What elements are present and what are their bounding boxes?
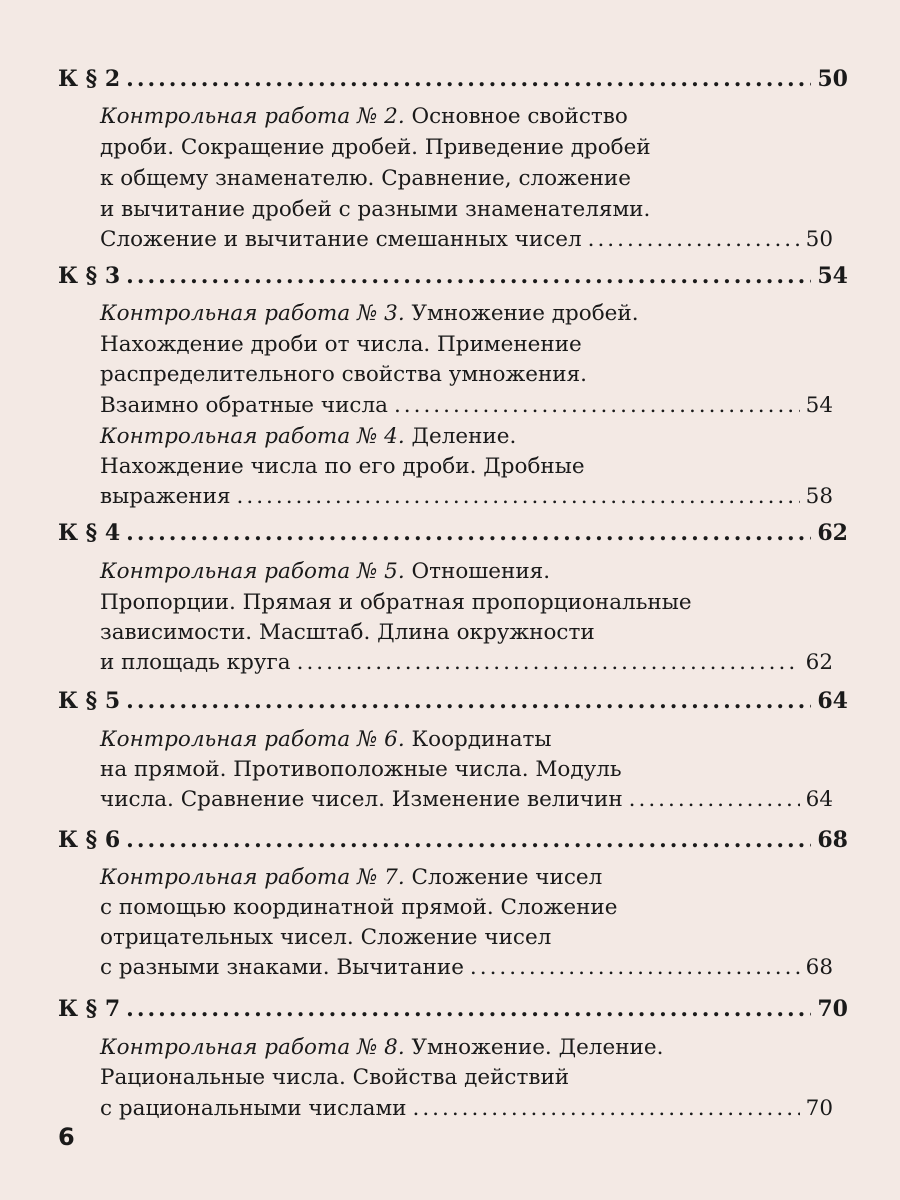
section-page: 70 [817, 996, 848, 1022]
toc-entry-line [100, 957, 833, 979]
work-text: Деление. [411, 424, 517, 449]
work-text: и вычитание дробей с разными знаменателями. [100, 197, 651, 222]
work-title: Контрольная работа № 8. [100, 1035, 405, 1060]
work-text: Нахождение числа по его дроби. Дробные [100, 454, 585, 479]
work-text: дроби. Сокращение дробей. Приведение дробей [100, 135, 651, 160]
work-page: 70 [805, 1096, 833, 1121]
section-title: К § 2 [58, 66, 121, 92]
toc-section-heading [58, 690, 848, 712]
dot-leader [126, 522, 811, 544]
toc-entry-line [100, 303, 639, 325]
work-title: Контрольная работа № 3. [100, 301, 405, 326]
dot-leader [126, 998, 811, 1020]
work-text: Нахождение дроби от числа. Применение [100, 332, 582, 357]
section-title: К § 6 [58, 827, 121, 853]
dot-leader [126, 690, 811, 712]
dot-leader [394, 395, 800, 417]
work-page: 54 [805, 393, 833, 418]
toc-entry-line [100, 364, 587, 386]
section-page: 64 [817, 688, 848, 714]
toc-entry-line [100, 592, 692, 614]
dot-leader [297, 652, 800, 674]
work-text: распределительного свойства умножения. [100, 362, 588, 387]
work-text: и площадь круга [100, 650, 291, 675]
toc-entry-line [100, 137, 651, 159]
toc-entry-line [100, 867, 602, 889]
work-text: отрицательных чисел. Сложение чисел [100, 925, 552, 950]
work-text: Отношения. [411, 559, 551, 584]
work-text: с помощью координатной прямой. Сложение [100, 895, 618, 920]
dot-leader [629, 789, 800, 811]
work-title: Контрольная работа № 6. [100, 727, 405, 752]
dot-leader [588, 229, 800, 251]
toc-entry-line [100, 106, 628, 128]
toc-entry-line [100, 897, 617, 919]
toc-entry-line [100, 561, 550, 583]
dot-leader [126, 829, 811, 851]
dot-leader [126, 265, 811, 287]
toc-entry-line [100, 927, 551, 949]
work-text: на прямой. Противоположные числа. Модуль [100, 757, 622, 782]
dot-leader [413, 1098, 800, 1120]
work-text: Сложение чисел [411, 865, 603, 890]
toc-entry-line [100, 456, 585, 478]
work-title: Контрольная работа № 2. [100, 104, 405, 129]
toc-entry-line [100, 426, 516, 448]
work-title: Контрольная работа № 7. [100, 865, 405, 890]
work-title: Контрольная работа № 4. [100, 424, 405, 449]
work-text: Умножение. Деление. [411, 1035, 664, 1060]
toc-section-heading [58, 68, 848, 90]
toc-entry-line [100, 168, 631, 190]
section-page: 68 [817, 827, 848, 853]
work-text: с разными знаками. Вычитание [100, 955, 464, 980]
section-title: К § 3 [58, 263, 121, 289]
work-page: 50 [805, 227, 833, 252]
toc-entry-line [100, 789, 833, 811]
toc-entry-line [100, 1098, 833, 1120]
toc-entry-line [100, 1067, 569, 1089]
toc-entry-line [100, 229, 833, 251]
dot-leader [470, 957, 800, 979]
page-number: 6 [58, 1123, 75, 1151]
toc-section-heading [58, 998, 848, 1020]
work-text: Взаимно обратные числа [100, 393, 388, 418]
toc-entry-line [100, 622, 595, 644]
work-page: 58 [805, 484, 833, 509]
work-text: Сложение и вычитание смешанных чисел [100, 227, 582, 252]
work-text: Умножение дробей. [411, 301, 639, 326]
toc-entry-line [100, 1037, 663, 1059]
work-text: Рациональные числа. Свойства действий [100, 1065, 570, 1090]
work-page: 62 [805, 650, 833, 675]
toc-entry-line [100, 334, 582, 356]
toc-entry-line [100, 652, 833, 674]
dot-leader [237, 486, 800, 508]
work-text: с рациональными числами [100, 1096, 407, 1121]
work-text: Пропорции. Прямая и обратная пропорциональные [100, 590, 692, 615]
toc-entry-line [100, 395, 833, 417]
toc-section-heading [58, 522, 848, 544]
work-text: к общему знаменателю. Сравнение, сложение [100, 166, 631, 191]
section-title: К § 7 [58, 996, 121, 1022]
section-page: 62 [817, 520, 848, 546]
work-page: 64 [805, 787, 833, 812]
section-page: 54 [817, 263, 848, 289]
work-text: выражения [100, 484, 231, 509]
work-text: Координаты [411, 727, 552, 752]
toc-entry-line [100, 199, 650, 221]
work-page: 68 [805, 955, 833, 980]
section-page: 50 [817, 66, 848, 92]
toc-entry-line [100, 486, 833, 508]
toc-section-heading [58, 265, 848, 287]
work-text: зависимости. Масштаб. Длина окружности [100, 620, 595, 645]
dot-leader [126, 68, 811, 90]
toc-entry-line [100, 759, 622, 781]
toc-entry-line [100, 729, 552, 751]
work-title: Контрольная работа № 5. [100, 559, 405, 584]
section-title: К § 5 [58, 688, 121, 714]
work-text: Основное свойство [411, 104, 628, 129]
work-text: числа. Сравнение чисел. Изменение величин [100, 787, 623, 812]
section-title: К § 4 [58, 520, 121, 546]
toc-section-heading [58, 829, 848, 851]
